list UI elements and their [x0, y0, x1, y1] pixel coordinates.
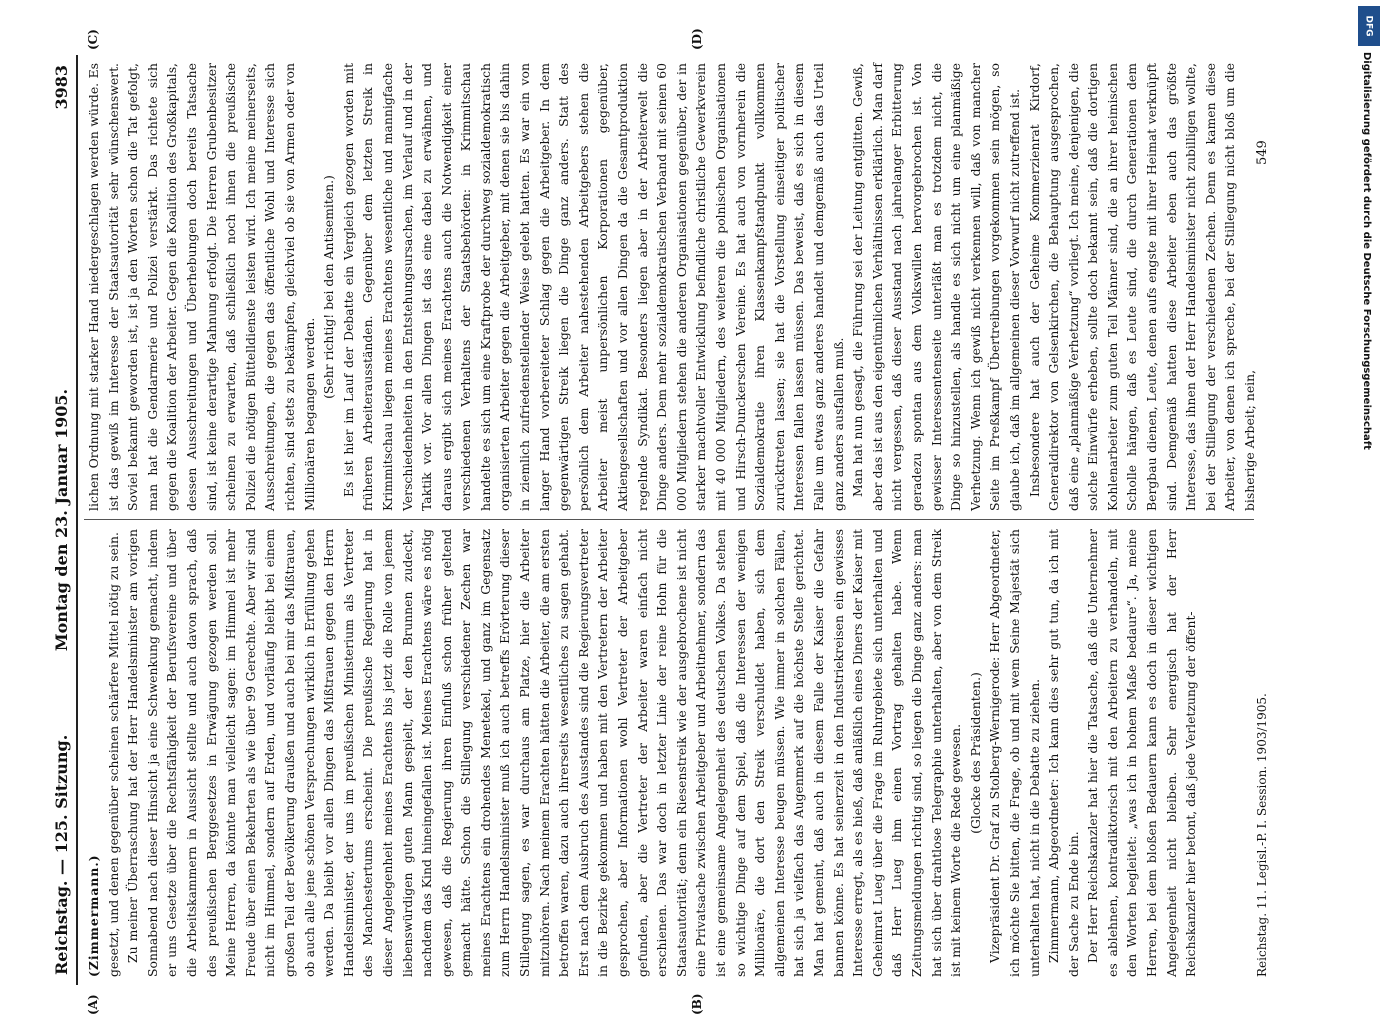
margin-marker-c: (C): [86, 29, 100, 50]
applause-note: (Sehr richtig! bei den Antisemiten.): [319, 63, 339, 511]
rotated-page: [50, 55, 1340, 985]
left-paragraph-2: Zu meiner Überraschung hat der Herr Handelsminister am vorigen Sonnabend nach dieser Hinsicht ja eine Schwenkung gemacht, indem er uns Gesetze über die Rechtsfähigkeit der Berufsvereine und über die Arbeitskammern in Aussicht stellte und auch davon sprach, daß des preußischen Berggesetzes in Erwägung gezogen werden soll. Meine Herren, da könnte man vielleicht sagen: im Himmel ist mehr Freude über einen Bekehrten als wie über 99 Gerechte. Aber wir sind nicht im Himmel, sondern auf Erden, und vorläufig bleibt bei einem großen Teil der Bevölkerung draußen und auch bei mir das Mißtrauen, ob auch alle jene schönen Versprechungen wirklich in Erfüllung gehen werden. Da bleibt vor allen Dingen das Mißtrauen gegen den Herrn Handelsminister, der uns im preußischen Ministerium als Vertreter des Manchestertums erscheint. Die preußische Regierung hat in dieser Angelegenheit meines Erachtens bis jetzt die Rolle von jenem liebenswürdigen guten Mann gespielt, der den Brunnen zudeckt, nachdem das Kind hineingefallen ist. Meines Erachtens wäre es nötig gewesen, daß die Regierung ihren Einfluß schon früher geltend gemacht hätte. Schon die Stillegung verschiedener Zechen war meines Erachtens ein drohendes Menetekel, und ganz im Gegensatz zum Herrn Handelsminister muß ich auch betreffs Erörterung dieser Stillegung sagen, es war durchaus am Platze, hier die Arbeiter mitzuhören. Nach meinem Erachten hätten die Arbeiter, die am ersten betroffen waren, dazu auch ihrerseits wesentliches zu sagen gehabt. Erst nach dem Ausbruch des Ausstandes sind die Regierungsvertreter in die Bezirke gekommen und haben mit den Vertretern der Arbeiter gesprochen, aber Informationen wohl Vertreter der Arbeitgeber gefunden, aber die Vertreter der Arbeiter waren einfach nicht erschienen. Das war doch in letzter Linie der reine Hohn für die Staatsautorität; denn ein Riesenstreik wie der ausgebrochene ist nicht eine Privatsache zwischen Arbeitgeber und Arbeitnehmer, sondern das ist eine gemeinsame Angelegenheit des deutschen Volkes. Da stehen so wichtige Dinge auf dem Spiel, daß die Interessen der wenigen Millionäre, die dort den Streik verschuldet haben, sich dem allgemeinen Interesse beugen müssen. Wie immer in solchen Fällen, hat sich ja vielfach das Augenmerk auf die höchste Stelle gerichtet. Man hat gemeint, daß auch in diesem Falle der Kaiser die Gefahr bannen könne. Es hat seinerzeit in den Industriekreisen ein gewisses Interesse erregt, als es hieß, daß anläßlich eines Diners der Kaiser mit Geheimrat Lueg über die Frage im Ruhrgebiete sich unterhalten und daß Herr Lueg ihm einen Vortrag gehalten habe. Wenn Zeitungsmeldungen richtig sind, so liegen die Dinge ganz anders: man hat sich über drahtlose Telegraphie unterhalten, aber von dem Streik ist mit keinem Worte die Rede gewesen.: [123, 529, 966, 977]
zimmermann-reply: Zimmermann, Abgeordneter: Ich kann dies sehr gut tun, da ich mit der Sache zu Ende bin.: [1044, 529, 1083, 977]
right-paragraph-2: Es ist hier im Lauf der Debatte ein Vergleich gezogen worden mit früheren Arbeiterausständen. Gegenüber dem letzten Streik in Krimmitschau liegen meines Erachtens wesentliche und mannigfache Verschiedenheiten in den Entstehungsursachen, im Verlauf und in der Taktik vor. Vor allen Dingen ist das eine dabei zu erwähnen, und daraus ergibt sich meines Erachtens auch die Notwendigkeit einer verschiedenen Verhaltens der Staatsbehörden: in Krimmitschau handelte es sich um eine Kraftprobe der durchweg sozialdemokratisch organisierten Arbeiter gegen die Arbeitgeber, mit denen sie bis dahin in ziemlich zufriedenstellender Weise gelebt hatten. Es war ein von langer Hand vorbereiteter Schlag gegen die Arbeitgeber. In dem gegenwärtigen Streik liegen die Dinge ganz anders. Statt des persönlich dem Arbeiter nahestehenden Arbeitgebers stehen die Arbeiter meist unpersönlichen Korporationen gegenüber, Aktiengesellschaften und vor allen Dingen da die Gesamtproduktion regelnde Syndikat. Besonders liegen aber in der Arbeiterwelt die Dinge anders. Dem mehr sozialdemokratischen Verband mit seinen 60 000 Mitgliedern stehen die anderen Organisationen gegenüber, der in starker machtvoller Entwicklung befindliche christliche Gewerkverein mit 40 000 Mitgliedern, des weiteren die polnischen Organisationen und Hirsch-Dunckerschen Vereine. Es hat auch von vornherein die Sozialdemokratie ihren Klassenkampfstandpunkt vollkommen zurücktreten lassen; sie hat die Vorstellung einseitiger politischer Interessen fallen lassen müssen. Das beweist, daß es sich in diesem Falle um etwas ganz anderes handelt und demgemäß auch das Urteil ganz anders ausfallen muß.: [339, 63, 848, 511]
right-paragraph-4: Insbesondere hat auch der Geheime Kommerzienrat Kirdorf, Generaldirektor von Gelsenkirchen, die Behauptung ausgesprochen, daß eine „planmäßige Verhetzung“ vorliegt. Ich meine, denjenigen, die solche Einwürfe erheben, sollte doch bekannt sein, daß die dortigen Kohlenarbeiter zum guten Teil Männer sind, die an ihrer heimischen Scholle hängen, daß es Leute sind, die durch Generationen dem Bergbau dienen, Leute, denen aufs engste mit ihrer Heimat verknüpft sind. Demgemäß hatten diese Arbeiter eben auch das größte Interesse, das ihnen der Herr Handelsminister nicht zubilligen wollte, bei der Stillegung der verschiedenen Zechen. Denn es kamen diese Arbeiter, von denen ich spreche, bei der Stillegung nicht bloß um die bisherige Arbeit; nein,: [1025, 63, 1260, 511]
header-left: Reichstag. — 125. Sitzung.: [52, 735, 71, 975]
left-column: [84, 529, 1254, 977]
right-paragraph-1: lichen Ordnung mit starker Hand niedergeschlagen werden würde. Es ist das gewiß im Interesse der Staatsautorität sehr wünschenswert. Soviel bekannt geworden ist, ist ja den Worten schon die Tat gefolgt, man hat die Gendarmerie und Polizei verstärkt. Das richtete sich gegen die Koalition der Arbeiter. Gegen die Koalition des Großkapitals, dessen Ausschreitungen und Überhebungen doch bereits Tatsache sind, ist keine derartige Mahnung erfolgt. Die Herren Grubenbesitzer scheinen zu erwarten, daß schließlich noch ihnen die preußische Polizei die nötigen Büttelldienste leisten wird. Ich meine meinerseits, Ausschreitungen, die gegen das öffentliche Wohl und Interesse sich richten, sind stets zu bekämpfen, gleichviel ob sie von Armen oder von Millionären begangen werden.: [84, 63, 319, 511]
column-separator: [84, 519, 1254, 520]
page-footer: Reichstag. 11. Legisl.-P. I. Session. 1903/1905.: [1255, 693, 1269, 977]
margin-marker-b: (B): [690, 994, 704, 1015]
sheet-signature: 549: [1255, 140, 1270, 165]
left-paragraph-1: gesetzt, und denen gegenüber scheinen schärfere Mittel nötig zu sein.: [104, 529, 124, 977]
digitization-caption: Digitalisierung gefördert durch die Deutsche Forschungsgemeinschaft: [1361, 52, 1372, 450]
president-bell: (Glocke des Präsidenten.): [966, 529, 986, 977]
page-number: 3983: [52, 65, 71, 110]
speaker-tag: (Zimmermann.): [84, 529, 104, 977]
right-column: [84, 63, 1254, 511]
right-paragraph-3: Man hat nun gesagt, die Führung sei der Leitung entglitten. Gewiß, aber das ist aus den eigentümlichen Verhältnissen erklärlich. Man darf nicht vergessen, daß dieser Ausstand nach jahrelanger Erbitterung geradezu spontan aus dem Volkswillen hervorgebrochen ist. Von gewisser Interessentenseite unterläßt man es trotzdem nicht, die Dinge so hinzustellen, als handle es sich nicht um eine planmäßige Verhetzung. Wenn ich gewiß nicht verkennen will, daß von mancher Seite im Preßkampf Übertreibungen vorgekommen sein mögen, so glaube ich, daß im allgemeinen dieser Vorwurf nicht zutreffend ist.: [848, 63, 1024, 511]
header-date: Montag den 23. Januar 1905.: [52, 55, 71, 985]
dfg-logo: [1358, 6, 1380, 46]
left-paragraph-last: Der Herr Reichskanzler hat hier die Tatsache, daß die Unternehmer es ablehnen, kontradiktorisch mit den Arbeitern zu verhandeln, mit den Worten begleitet: „was ich in hohem Maße bedaure“. Ja, meine Herren, bei dem bloßen Bedauern kann es doch in dieser wichtigen Angelegenheit nicht bleiben. Sehr energisch hat der Herr Reichskanzler hier betont, daß jede Verletzung der öffent-: [1083, 529, 1201, 977]
dfg-logo-text: DFG: [1364, 15, 1374, 36]
page-header: [50, 55, 78, 985]
header-rule: [76, 55, 78, 985]
margin-marker-a: (A): [86, 994, 100, 1015]
margin-marker-d: (D): [690, 28, 704, 50]
vice-president-remark: Vizepräsident Dr. Graf zu Stolberg-Wernigerode: Herr Abgeordneter, ich möchte Sie bitten, die Frage, ob und mit wem Seine Majestät sich unterhalten hat, nicht in die Debatte zu ziehen.: [985, 529, 1044, 977]
